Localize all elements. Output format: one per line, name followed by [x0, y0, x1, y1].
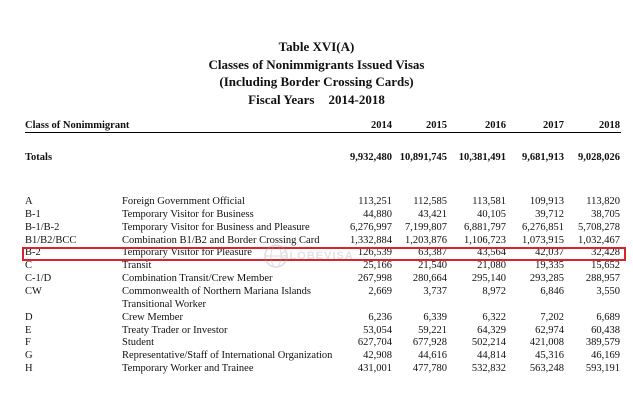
table-row	[0, 325, 633, 338]
year-value: 293,285	[529, 273, 564, 285]
year-value: 59,221	[418, 324, 447, 336]
year-value: 288,957	[585, 273, 620, 285]
year-value: 21,540	[418, 260, 447, 272]
class-description: Temporary Visitor for Pleasure	[122, 247, 252, 259]
year-value: 112,585	[413, 196, 447, 207]
year-value: 8,972	[482, 285, 506, 297]
year-value: 2,669	[368, 285, 392, 297]
table-title-block	[0, 38, 633, 108]
year-value: 477,780	[412, 363, 447, 375]
header-class-label: Class of Nonimmigrant	[25, 120, 130, 131]
class-code: C-1/D	[25, 273, 52, 285]
year-value: 113,581	[472, 196, 506, 207]
year-value: 42,037	[535, 247, 564, 259]
table-row	[0, 312, 633, 325]
header-year: 2015	[426, 120, 447, 131]
year-value: 38,705	[591, 208, 620, 220]
year-value: 1,332,884	[350, 234, 392, 246]
year-value: 3,550	[596, 285, 620, 297]
year-value: 3,737	[423, 285, 447, 297]
year-value: 1,073,915	[522, 234, 564, 246]
totals-row	[0, 152, 633, 166]
class-description: Representative/Staff of International Organization	[122, 350, 333, 362]
year-value: 44,616	[418, 350, 447, 362]
class-description: Commonwealth of Northern Mariana Islands	[122, 285, 311, 297]
totals-value: 10,891,745	[399, 152, 447, 163]
class-code: B-2	[25, 247, 41, 259]
year-value: 6,276,997	[350, 221, 392, 233]
table-row	[0, 363, 633, 376]
class-code: H	[25, 363, 33, 375]
year-value: 109,913	[529, 196, 564, 207]
class-code: G	[25, 350, 33, 362]
year-value: 563,248	[529, 363, 564, 375]
year-value: 53,054	[363, 324, 392, 336]
class-code: F	[25, 337, 31, 349]
class-code: B-1/B-2	[25, 221, 60, 233]
year-value: 21,080	[477, 260, 506, 272]
year-value: 6,236	[368, 311, 392, 323]
fiscal-years-label: Fiscal Years	[248, 91, 315, 107]
table-row	[0, 209, 633, 222]
class-code: B-1	[25, 208, 41, 220]
class-description: Temporary Worker and Trainee	[122, 363, 254, 375]
year-value: 421,008	[529, 337, 564, 349]
year-value: 113,820	[586, 196, 620, 207]
table-row	[0, 286, 633, 299]
year-value: 6,276,851	[522, 221, 564, 233]
fiscal-years-range: 2014-2018	[328, 91, 385, 107]
year-value: 431,001	[357, 363, 392, 375]
year-value: 5,708,278	[578, 221, 620, 233]
class-code: D	[25, 311, 33, 323]
totals-value: 9,932,480	[350, 152, 392, 163]
class-description: Combination Transit/Crew Member	[122, 273, 273, 285]
year-value: 42,908	[363, 350, 392, 362]
class-code: E	[25, 324, 32, 336]
year-value: 267,998	[357, 273, 392, 285]
table-row	[0, 299, 633, 312]
header-year: 2016	[485, 120, 506, 131]
class-description: Transit	[122, 260, 152, 272]
year-value: 64,329	[477, 324, 506, 336]
year-value: 45,316	[535, 350, 564, 362]
year-value: 502,214	[471, 337, 506, 349]
table-row	[0, 260, 633, 273]
table-row	[0, 196, 633, 209]
fiscal-years-line	[0, 91, 633, 109]
header-year: 2018	[599, 120, 620, 131]
year-value: 113,251	[358, 196, 392, 207]
year-value: 1,203,876	[405, 234, 447, 246]
year-value: 126,539	[357, 247, 392, 259]
table-number: Table XVI(A)	[278, 39, 355, 54]
class-code: B1/B2/BCC	[25, 234, 77, 246]
totals-value: 9,028,026	[578, 152, 620, 163]
year-value: 280,664	[412, 273, 447, 285]
year-value: 15,652	[591, 260, 620, 272]
year-value: 19,335	[535, 260, 564, 272]
class-description: Combination B1/B2 and Border Crossing Card	[122, 234, 320, 246]
year-value: 43,421	[418, 208, 447, 220]
year-value: 1,106,723	[464, 234, 506, 246]
year-value: 63,387	[418, 247, 447, 259]
year-value: 39,712	[535, 208, 564, 220]
class-description: Temporary Visitor for Business	[122, 208, 254, 220]
year-value: 60,438	[591, 324, 620, 336]
class-code: A	[25, 196, 33, 207]
year-value: 62,974	[535, 324, 564, 336]
year-value: 6,689	[596, 311, 620, 323]
year-value: 295,140	[471, 273, 506, 285]
b2-row-highlight	[22, 247, 626, 261]
watermark-text: GLOBEVISA	[280, 250, 354, 262]
year-value: 6,322	[482, 311, 506, 323]
table-subtitle: (Including Border Crossing Cards)	[219, 74, 414, 89]
year-value: 389,579	[585, 337, 620, 349]
year-value: 6,339	[423, 311, 447, 323]
table-row	[0, 235, 633, 248]
class-description: Transitional Worker	[122, 298, 207, 310]
year-value: 6,881,797	[464, 221, 506, 233]
class-code: C	[25, 260, 33, 272]
totals-value: 9,681,913	[522, 152, 564, 163]
class-description: Student	[122, 337, 155, 349]
year-value: 7,199,807	[405, 221, 447, 233]
table-row	[0, 222, 633, 235]
class-description: Crew Member	[122, 311, 183, 323]
class-description: Temporary Visitor for Business and Pleasure	[122, 221, 310, 233]
table-row	[0, 350, 633, 363]
year-value: 532,832	[471, 363, 506, 375]
year-value: 43,564	[477, 247, 506, 259]
header-year: 2014	[371, 120, 392, 131]
year-value: 32,428	[591, 247, 620, 259]
year-value: 593,191	[585, 363, 620, 375]
year-value: 44,880	[363, 208, 392, 220]
year-value: 677,928	[412, 337, 447, 349]
table-row	[0, 337, 633, 350]
year-value: 25,166	[363, 260, 392, 272]
totals-value: 10,381,491	[458, 152, 506, 163]
table-row	[0, 273, 633, 286]
year-value: 7,202	[540, 311, 564, 323]
totals-label: Totals	[25, 152, 53, 163]
year-value: 44,814	[477, 350, 506, 362]
class-code: CW	[25, 285, 42, 297]
year-value: 1,032,467	[578, 234, 620, 246]
header-year: 2017	[543, 120, 564, 131]
year-value: 46,169	[591, 350, 620, 362]
year-value: 40,105	[477, 208, 506, 220]
class-description: Treaty Trader or Investor	[122, 324, 228, 336]
year-value: 6,846	[540, 285, 564, 297]
year-value: 627,704	[357, 337, 392, 349]
class-description: Foreign Government Official	[122, 196, 245, 207]
table-title: Classes of Nonimmigrants Issued Visas	[208, 56, 425, 72]
header-rule	[25, 132, 621, 133]
